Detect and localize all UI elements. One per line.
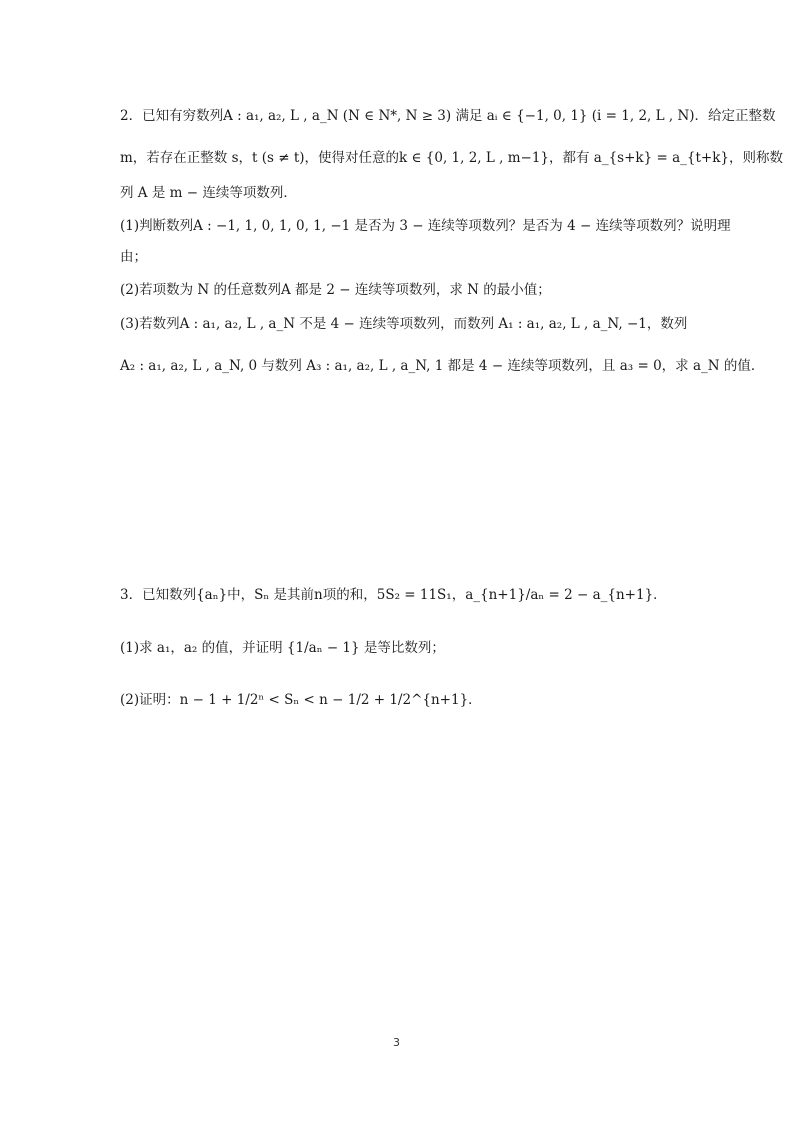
problem-2-part-3: (3)若数列A : a₁, a₂, L , a_N 不是 4 − 连续等项数列，而数列 A₁ : a₁, a₂, L , a_N, −1，数列 — [120, 316, 688, 332]
problem-2-line: 列 A 是 m − 连续等项数列． — [120, 185, 297, 201]
problem-2-part-1-cont: 由； — [120, 249, 147, 265]
problem-2-line: m，若存在正整数 s，t (s ≠ t)，使得对任意的k ∈ {0, 1, 2, L , m−1}，都有 a_{s+k} = a_{t+k}，则称数 — [120, 150, 783, 166]
problem-2-part-2: (2)若项数为 N 的任意数列A 都是 2 − 连续等项数列，求 N 的最小值； — [120, 282, 551, 298]
problem-2-part-1: (1)判断数列A : −1, 1, 0, 1, 0, 1, −1 是否为 3 − 连续等项数列？是否为 4 − 连续等项数列？说明理 — [120, 218, 731, 234]
problem-2-line: 2．已知有穷数列A : a₁, a₂, L , a_N (N ∈ N*, N ≥ 3) 满足 aᵢ ∈ {−1, 0, 1} (i = 1, 2, L , N)．给定正整数 — [120, 108, 776, 124]
problem-2-part-3-cont: A₂ : a₁, a₂, L , a_N, 0 与数列 A₃ : a₁, a₂, L , a_N, 1 都是 4 − 连续等项数列，且 a₃ = 0，求 a_N 的值． — [120, 358, 765, 374]
problem-3-part-1: (1)求 a₁，a₂ 的值，并证明 {1/aₙ − 1} 是等比数列； — [120, 640, 445, 656]
problem-3-line: 3．已知数列{aₙ}中，Sₙ 是其前n项的和，5S₂ = 11S₁，a_{n+1}/aₙ = 2 − a_{n+1}． — [120, 587, 667, 603]
problem-3-part-2: (2)证明：n − 1 + 1/2ⁿ < Sₙ < n − 1/2 + 1/2^{n+1}． — [120, 692, 482, 708]
page-number: 3 — [393, 1036, 400, 1049]
